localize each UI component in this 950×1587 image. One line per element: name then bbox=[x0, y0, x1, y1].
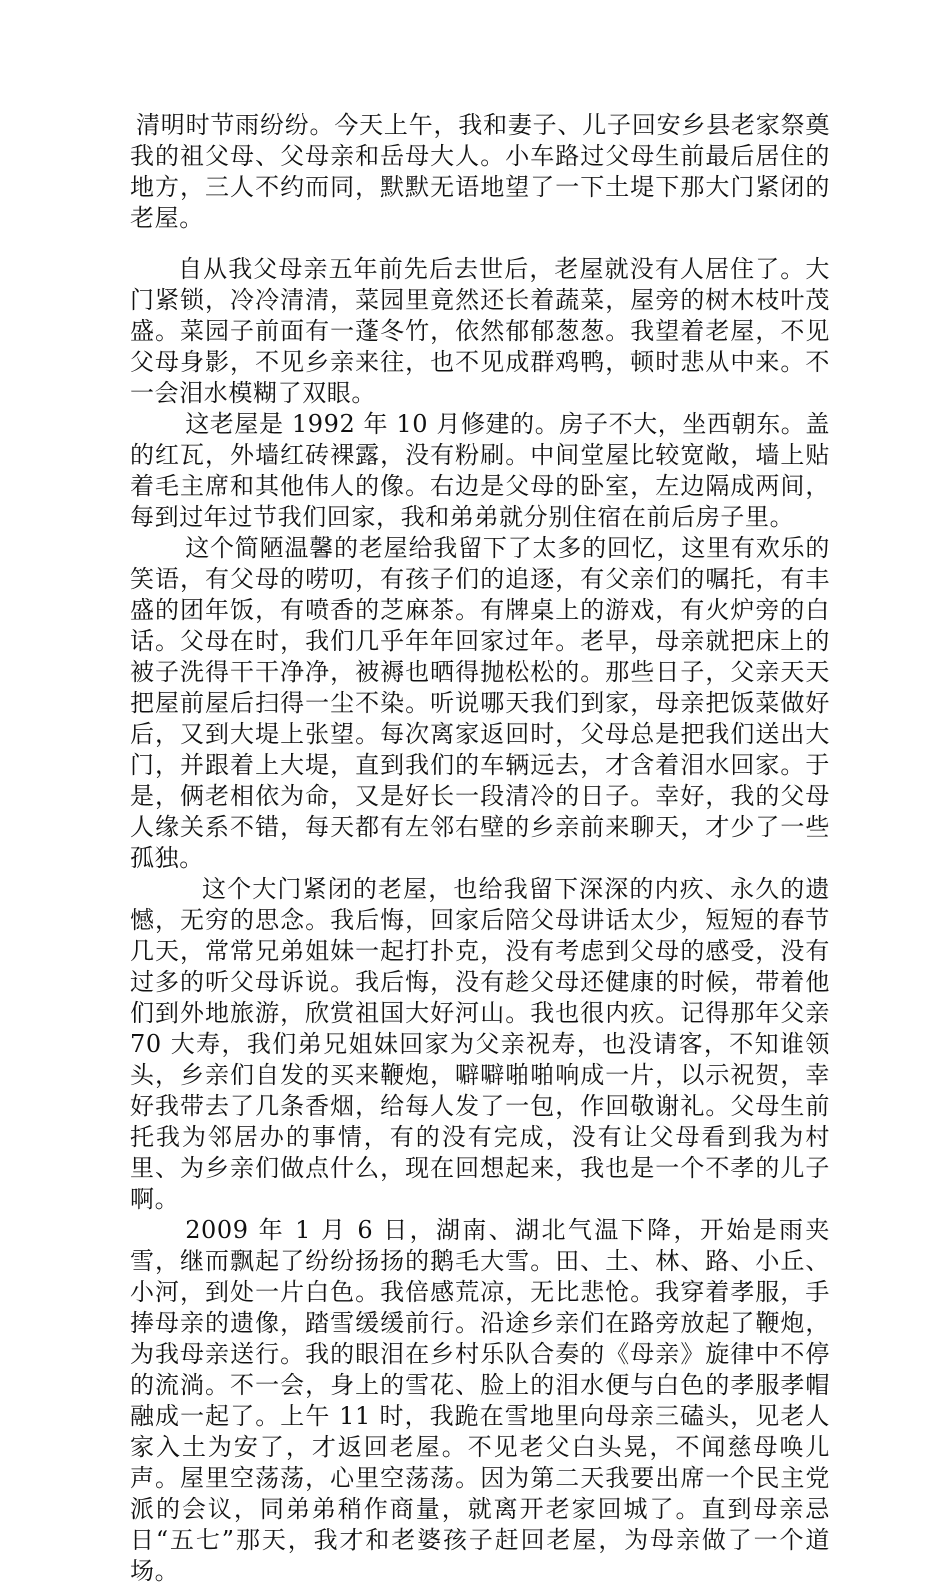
article-body bbox=[130, 110, 830, 1587]
paragraph-1: 清明时节雨纷纷。今天上午，我和妻子、儿子回安乡县老家祭奠我的祖父母、父母亲和岳母大人。小车路过父母生前最后居住的地方，三人不约而同，默默无语地望了一下土堤下那大门紧闭的老屋。 bbox=[130, 111, 830, 232]
paragraph-4: 这个简陋温馨的老屋给我留下了太多的回忆，这里有欢乐的笑语，有父母的唠叨，有孩子们的追逐，有父亲们的嘱托，有丰盛的团年饭，有喷香的芝麻茶。有牌桌上的游戏，有火炉旁的白话。父母在时，我们几乎年年回家过年。老早，母亲就把床上的被子洗得干干净净，被褥也晒得抛松松的。那些日子，父亲天天把屋前屋后扫得一尘不染。听说哪天我们到家，母亲把饭菜做好后，又到大堤上张望。每次离家返回时，父母总是把我们送出大门，并跟着上大堤，直到我们的车辆远去，才含着泪水回家。于是，俩老相依为命，又是好长一段清冷的日子。幸好，我的父母人缘关系不错，每天都有左邻右壁的乡亲前来聊天，才少了一些孤独。 bbox=[130, 534, 830, 872]
paragraph-6: 2009 年 1 月 6 日，湖南、湖北气温下降，开始是雨夹雪，继而飘起了纷纷扬扬的鹅毛大雪。田、土、林、路、小丘、小河，到处一片白色。我倍感荒凉，无比悲怆。我穿着孝服，手捧母亲的遗像，踏雪缓缓前行。沿途乡亲们在路旁放起了鞭炮，为我母亲送行。我的眼泪在乡村乐队合奏的《母亲》旋律中不停的流淌。不一会，身上的雪花、脸上的泪水便与白色的孝服孝帽融成一起了。上午 11 时，我跪在雪地里向母亲三磕头，见老人家入土为安了，才返回老屋。不见老父白头晃，不闻慈母唤儿声。屋里空荡荡，心里空荡荡。因为第二天我要出席一个民主党派的会议，同弟弟稍作商量，就离开老家回城了。直到母亲忌日“五七”那天，我才和老婆孩子赶回老屋，为母亲做了一个道场。 bbox=[130, 1216, 830, 1585]
paragraph-2: 自从我父母亲五年前先后去世后，老屋就没有人居住了。大门紧锁，冷冷清清，菜园里竟然还长着蔬菜，屋旁的树木枝叶茂盛。菜园子前面有一蓬冬竹，依然郁郁葱葱。我望着老屋，不见父母身影，不见乡亲来往，也不见成群鸡鸭，顿时悲从中来。不一会泪水模糊了双眼。 bbox=[130, 255, 830, 407]
paragraph-3: 这老屋是 1992 年 10 月修建的。房子不大，坐西朝东。盖的红瓦，外墙红砖裸露，没有粉刷。中间堂屋比较宽敞，墙上贴着毛主席和其他伟人的像。右边是父母的卧室，左边隔成两间，每到过年过节我们回家，我和弟弟就分别住宿在前后房子里。 bbox=[130, 410, 830, 531]
paragraph-5: 这个大门紧闭的老屋，也给我留下深深的内疚、永久的遗憾，无穷的思念。我后悔，回家后陪父母讲话太少，短短的春节几天，常常兄弟姐妹一起打扑克，没有考虑到父母的感受，没有过多的听父母诉说。我后悔，没有趁父母还健康的时候，带着他们到外地旅游，欣赏祖国大好河山。我也很内疚。记得那年父亲 70 大寿，我们弟兄姐妹回家为父亲祝寿，也没请客，不知谁领头，乡亲们自发的买来鞭炮，噼噼啪啪响成一片，以示祝贺，幸好我带去了几条香烟，给每人发了一包，作回敬谢礼。父母生前托我为邻居办的事情，有的没有完成，没有让父母看到我为村里、为乡亲们做点什么，现在回想起来，我也是一个不孝的儿子啊。 bbox=[130, 875, 830, 1213]
